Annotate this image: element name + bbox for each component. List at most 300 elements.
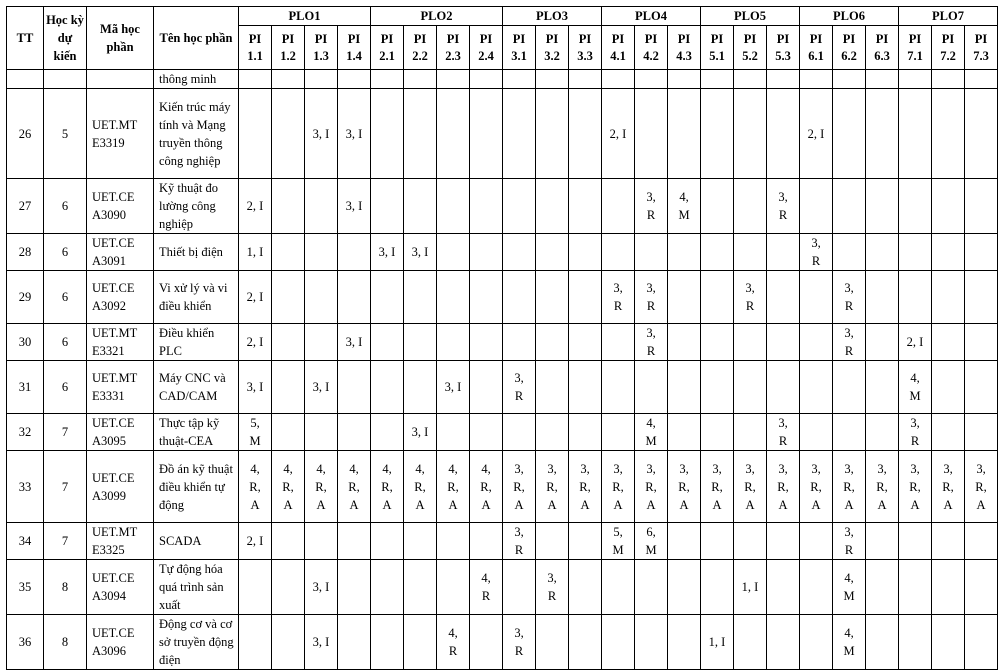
pi-cell: 3, I bbox=[338, 89, 371, 179]
pi-cell: 4, R bbox=[437, 615, 470, 670]
course-code: UET.CE A3094 bbox=[87, 560, 154, 615]
table-row bbox=[7, 615, 998, 670]
pi-cell bbox=[404, 179, 437, 234]
semester: 6 bbox=[44, 179, 87, 234]
pi-cell bbox=[932, 324, 965, 361]
pi-cell bbox=[668, 70, 701, 89]
header-plo: PLO1 bbox=[239, 7, 371, 26]
pi-cell bbox=[503, 234, 536, 271]
row-number: 36 bbox=[7, 615, 44, 670]
course-name: Máy CNC và CAD/CAM bbox=[154, 361, 239, 414]
pi-cell bbox=[305, 324, 338, 361]
pi-cell bbox=[239, 560, 272, 615]
header-pi: PI 3.3 bbox=[569, 26, 602, 70]
pi-cell bbox=[635, 234, 668, 271]
pi-cell: 4, R, A bbox=[338, 451, 371, 523]
course-code: UET.CE A3099 bbox=[87, 451, 154, 523]
pi-cell bbox=[701, 361, 734, 414]
pi-cell: 3, R, A bbox=[899, 451, 932, 523]
header-plo: PLO5 bbox=[701, 7, 800, 26]
pi-cell bbox=[932, 560, 965, 615]
pi-cell bbox=[371, 615, 404, 670]
course-name: Điều khiển PLC bbox=[154, 324, 239, 361]
course-code: UET.CE A3090 bbox=[87, 179, 154, 234]
pi-cell bbox=[701, 234, 734, 271]
pi-cell bbox=[833, 234, 866, 271]
pi-cell: 4, M bbox=[668, 179, 701, 234]
semester: 6 bbox=[44, 324, 87, 361]
header-pi: PI 2.4 bbox=[470, 26, 503, 70]
pi-cell bbox=[569, 615, 602, 670]
pi-cell bbox=[734, 523, 767, 560]
pi-cell: 2, I bbox=[239, 523, 272, 560]
pi-cell bbox=[470, 324, 503, 361]
pi-cell bbox=[668, 271, 701, 324]
pi-cell bbox=[701, 271, 734, 324]
pi-cell bbox=[767, 560, 800, 615]
pi-cell bbox=[437, 324, 470, 361]
pi-cell: 3, R, A bbox=[503, 451, 536, 523]
pi-cell bbox=[305, 234, 338, 271]
pi-cell bbox=[701, 523, 734, 560]
pi-cell bbox=[866, 234, 899, 271]
pi-cell bbox=[866, 179, 899, 234]
header-pi: PI 1.2 bbox=[272, 26, 305, 70]
pi-cell bbox=[965, 414, 998, 451]
pi-cell bbox=[404, 615, 437, 670]
pi-cell: 4, R, A bbox=[470, 451, 503, 523]
pi-cell bbox=[668, 523, 701, 560]
pi-cell bbox=[734, 89, 767, 179]
pi-cell bbox=[668, 560, 701, 615]
pi-cell bbox=[932, 523, 965, 560]
course-name: Kiến trúc máy tính và Mạng truyền thông công nghiệp bbox=[154, 89, 239, 179]
pi-cell bbox=[635, 615, 668, 670]
pi-cell bbox=[899, 523, 932, 560]
pi-cell: 3, I bbox=[239, 361, 272, 414]
header-pi: PI 4.2 bbox=[635, 26, 668, 70]
pi-cell bbox=[272, 179, 305, 234]
pi-cell: 3, R, A bbox=[767, 451, 800, 523]
pi-cell: 1, I bbox=[701, 615, 734, 670]
pi-cell bbox=[602, 361, 635, 414]
pi-cell: 3, R bbox=[734, 271, 767, 324]
pi-cell: 2, I bbox=[800, 89, 833, 179]
pi-cell: 3, I bbox=[404, 414, 437, 451]
pi-cell: 6, M bbox=[635, 523, 668, 560]
header-pi: PI 3.1 bbox=[503, 26, 536, 70]
pi-cell bbox=[866, 70, 899, 89]
pi-cell bbox=[899, 89, 932, 179]
table-row bbox=[7, 523, 998, 560]
table-row bbox=[7, 324, 998, 361]
pi-cell: 3, R, A bbox=[734, 451, 767, 523]
pi-cell bbox=[866, 271, 899, 324]
pi-cell bbox=[371, 70, 404, 89]
pi-cell bbox=[965, 324, 998, 361]
pi-cell bbox=[965, 361, 998, 414]
pi-cell bbox=[437, 271, 470, 324]
pi-cell bbox=[272, 234, 305, 271]
pi-cell bbox=[503, 560, 536, 615]
pi-cell bbox=[503, 179, 536, 234]
course-code: UET.MT E3321 bbox=[87, 324, 154, 361]
pi-cell: 3, R bbox=[602, 271, 635, 324]
pi-cell bbox=[965, 89, 998, 179]
header-pi: PI 1.4 bbox=[338, 26, 371, 70]
pi-cell bbox=[536, 414, 569, 451]
pi-cell bbox=[701, 179, 734, 234]
pi-cell bbox=[371, 179, 404, 234]
pi-cell bbox=[371, 523, 404, 560]
pi-cell bbox=[536, 361, 569, 414]
pi-cell bbox=[734, 615, 767, 670]
pi-cell: 3, R, A bbox=[569, 451, 602, 523]
pi-cell bbox=[899, 179, 932, 234]
header-tt: TT bbox=[7, 7, 44, 70]
pi-cell bbox=[338, 615, 371, 670]
pi-cell bbox=[800, 560, 833, 615]
course-name: Đồ án kỹ thuật điều khiển tự động bbox=[154, 451, 239, 523]
course-name: Động cơ và cơ sở truyền động điện bbox=[154, 615, 239, 670]
pi-cell bbox=[932, 179, 965, 234]
pi-cell bbox=[701, 89, 734, 179]
pi-cell bbox=[701, 324, 734, 361]
pi-cell bbox=[767, 523, 800, 560]
pi-cell: 3, R, A bbox=[932, 451, 965, 523]
pi-cell: 4, M bbox=[833, 560, 866, 615]
pi-cell bbox=[536, 179, 569, 234]
pi-cell bbox=[569, 179, 602, 234]
pi-cell bbox=[338, 234, 371, 271]
pi-cell: 3, R bbox=[899, 414, 932, 451]
pi-cell bbox=[635, 70, 668, 89]
pi-cell: 4, R, A bbox=[305, 451, 338, 523]
pi-cell bbox=[833, 361, 866, 414]
pi-cell: 3, R bbox=[800, 234, 833, 271]
pi-cell bbox=[569, 89, 602, 179]
pi-cell: 3, R, A bbox=[800, 451, 833, 523]
pi-cell bbox=[305, 523, 338, 560]
pi-cell bbox=[833, 414, 866, 451]
pi-cell bbox=[305, 414, 338, 451]
row-number bbox=[7, 70, 44, 89]
pi-cell bbox=[404, 271, 437, 324]
header-pi: PI 7.1 bbox=[899, 26, 932, 70]
pi-cell bbox=[932, 70, 965, 89]
pi-cell bbox=[965, 523, 998, 560]
plo-mapping-table bbox=[6, 6, 998, 670]
pi-cell bbox=[404, 70, 437, 89]
course-code: UET.CE A3091 bbox=[87, 234, 154, 271]
pi-cell bbox=[800, 70, 833, 89]
pi-cell bbox=[800, 179, 833, 234]
pi-cell bbox=[338, 560, 371, 615]
header-pi: PI 6.1 bbox=[800, 26, 833, 70]
pi-cell bbox=[965, 234, 998, 271]
pi-cell bbox=[305, 70, 338, 89]
pi-cell bbox=[932, 89, 965, 179]
pi-cell bbox=[734, 179, 767, 234]
pi-cell bbox=[338, 271, 371, 324]
pi-cell bbox=[371, 414, 404, 451]
pi-cell bbox=[866, 414, 899, 451]
header-pi: PI 3.2 bbox=[536, 26, 569, 70]
pi-cell bbox=[272, 271, 305, 324]
pi-cell: 3, R, A bbox=[833, 451, 866, 523]
pi-cell bbox=[767, 70, 800, 89]
semester: 8 bbox=[44, 560, 87, 615]
pi-cell bbox=[833, 70, 866, 89]
pi-cell bbox=[536, 324, 569, 361]
header-pi: PI 7.3 bbox=[965, 26, 998, 70]
semester: 7 bbox=[44, 414, 87, 451]
pi-cell: 3, R, A bbox=[536, 451, 569, 523]
course-code: UET.CE A3095 bbox=[87, 414, 154, 451]
pi-cell: 2, I bbox=[899, 324, 932, 361]
header-plo: PLO3 bbox=[503, 7, 602, 26]
header-plo: PLO4 bbox=[602, 7, 701, 26]
pi-cell: 3, I bbox=[437, 361, 470, 414]
pi-cell bbox=[800, 615, 833, 670]
pi-cell bbox=[800, 523, 833, 560]
row-number: 26 bbox=[7, 89, 44, 179]
course-name: Thiết bị điện bbox=[154, 234, 239, 271]
header-plo: PLO7 bbox=[899, 7, 998, 26]
pi-cell bbox=[470, 89, 503, 179]
semester: 6 bbox=[44, 271, 87, 324]
pi-cell bbox=[800, 414, 833, 451]
course-code: UET.MT E3331 bbox=[87, 361, 154, 414]
pi-cell bbox=[602, 70, 635, 89]
pi-cell: 3, R, A bbox=[701, 451, 734, 523]
pi-cell: 4, M bbox=[635, 414, 668, 451]
pi-cell bbox=[866, 361, 899, 414]
row-number: 29 bbox=[7, 271, 44, 324]
table-row bbox=[7, 70, 998, 89]
header-pi: PI 5.1 bbox=[701, 26, 734, 70]
pi-cell bbox=[569, 361, 602, 414]
pi-cell bbox=[437, 89, 470, 179]
pi-cell: 2, I bbox=[602, 89, 635, 179]
semester: 5 bbox=[44, 89, 87, 179]
pi-cell bbox=[965, 271, 998, 324]
pi-cell bbox=[503, 271, 536, 324]
pi-cell bbox=[371, 324, 404, 361]
pi-cell: 3, R bbox=[503, 361, 536, 414]
row-number: 32 bbox=[7, 414, 44, 451]
pi-cell bbox=[404, 324, 437, 361]
pi-cell: 4, R, A bbox=[404, 451, 437, 523]
header-pi: PI 2.2 bbox=[404, 26, 437, 70]
pi-cell: 3, R bbox=[635, 179, 668, 234]
pi-cell bbox=[767, 361, 800, 414]
pi-cell bbox=[965, 70, 998, 89]
pi-cell: 5, M bbox=[602, 523, 635, 560]
pi-cell: 3, R bbox=[833, 324, 866, 361]
pi-cell bbox=[734, 361, 767, 414]
pi-cell: 3, I bbox=[305, 89, 338, 179]
pi-cell bbox=[272, 89, 305, 179]
semester: 6 bbox=[44, 361, 87, 414]
pi-cell bbox=[239, 615, 272, 670]
pi-cell: 3, R, A bbox=[668, 451, 701, 523]
pi-cell bbox=[866, 89, 899, 179]
header-plo: PLO2 bbox=[371, 7, 503, 26]
pi-cell bbox=[338, 361, 371, 414]
pi-cell bbox=[305, 179, 338, 234]
pi-cell bbox=[899, 234, 932, 271]
pi-cell bbox=[833, 179, 866, 234]
pi-cell: 4, R, A bbox=[239, 451, 272, 523]
pi-cell bbox=[932, 361, 965, 414]
row-number: 31 bbox=[7, 361, 44, 414]
course-name: SCADA bbox=[154, 523, 239, 560]
pi-cell: 3, I bbox=[338, 179, 371, 234]
pi-cell bbox=[701, 560, 734, 615]
pi-cell bbox=[470, 523, 503, 560]
course-name: Tự động hóa quá trình sản xuất bbox=[154, 560, 239, 615]
pi-cell bbox=[899, 271, 932, 324]
pi-cell: 3, R bbox=[767, 414, 800, 451]
pi-cell bbox=[602, 414, 635, 451]
pi-cell bbox=[899, 560, 932, 615]
pi-cell bbox=[800, 271, 833, 324]
pi-cell: 3, I bbox=[305, 615, 338, 670]
pi-cell bbox=[635, 361, 668, 414]
pi-cell bbox=[272, 560, 305, 615]
pi-cell bbox=[272, 70, 305, 89]
pi-cell bbox=[767, 271, 800, 324]
pi-cell bbox=[470, 414, 503, 451]
pi-cell bbox=[932, 271, 965, 324]
header-name: Tên học phần bbox=[154, 7, 239, 70]
pi-cell bbox=[239, 70, 272, 89]
pi-cell bbox=[668, 615, 701, 670]
header-pi: PI 4.3 bbox=[668, 26, 701, 70]
pi-cell bbox=[404, 560, 437, 615]
pi-cell: 4, M bbox=[899, 361, 932, 414]
pi-cell bbox=[734, 234, 767, 271]
pi-cell bbox=[800, 324, 833, 361]
row-number: 30 bbox=[7, 324, 44, 361]
pi-cell bbox=[536, 234, 569, 271]
pi-cell bbox=[833, 89, 866, 179]
table-row bbox=[7, 361, 998, 414]
pi-cell bbox=[767, 615, 800, 670]
pi-cell bbox=[437, 414, 470, 451]
pi-cell bbox=[536, 615, 569, 670]
pi-cell bbox=[734, 324, 767, 361]
course-code bbox=[87, 70, 154, 89]
pi-cell bbox=[932, 234, 965, 271]
course-code: UET.MT E3319 bbox=[87, 89, 154, 179]
course-code: UET.CE A3096 bbox=[87, 615, 154, 670]
pi-cell bbox=[602, 234, 635, 271]
pi-cell bbox=[272, 523, 305, 560]
pi-cell: 3, R bbox=[503, 615, 536, 670]
pi-cell bbox=[503, 70, 536, 89]
pi-cell bbox=[602, 560, 635, 615]
table-row bbox=[7, 234, 998, 271]
pi-cell bbox=[569, 523, 602, 560]
pi-cell bbox=[470, 615, 503, 670]
pi-cell: 5, M bbox=[239, 414, 272, 451]
pi-cell bbox=[371, 271, 404, 324]
pi-cell bbox=[470, 70, 503, 89]
pi-cell bbox=[602, 615, 635, 670]
semester bbox=[44, 70, 87, 89]
header-pi: PI 6.2 bbox=[833, 26, 866, 70]
pi-cell bbox=[569, 414, 602, 451]
header-pi: PI 5.3 bbox=[767, 26, 800, 70]
course-name: thông minh bbox=[154, 70, 239, 89]
pi-cell bbox=[503, 414, 536, 451]
pi-cell bbox=[866, 560, 899, 615]
pi-cell: 3, R bbox=[767, 179, 800, 234]
pi-cell: 3, I bbox=[338, 324, 371, 361]
header-pi: PI 1.3 bbox=[305, 26, 338, 70]
pi-cell: 3, R bbox=[833, 271, 866, 324]
pi-cell: 1, I bbox=[734, 560, 767, 615]
pi-cell bbox=[470, 361, 503, 414]
course-code: UET.CE A3092 bbox=[87, 271, 154, 324]
pi-cell bbox=[272, 414, 305, 451]
pi-cell bbox=[734, 414, 767, 451]
pi-cell bbox=[965, 179, 998, 234]
pi-cell bbox=[239, 89, 272, 179]
pi-cell bbox=[437, 560, 470, 615]
semester: 6 bbox=[44, 234, 87, 271]
course-name: Vi xử lý và vi điều khiển bbox=[154, 271, 239, 324]
pi-cell bbox=[635, 89, 668, 179]
pi-cell bbox=[569, 234, 602, 271]
pi-cell bbox=[668, 361, 701, 414]
pi-cell bbox=[503, 89, 536, 179]
pi-cell bbox=[272, 361, 305, 414]
pi-cell bbox=[470, 179, 503, 234]
pi-cell: 2, I bbox=[239, 271, 272, 324]
header-pi: PI 4.1 bbox=[602, 26, 635, 70]
header-code: Mã học phần bbox=[87, 7, 154, 70]
header-pi: PI 7.2 bbox=[932, 26, 965, 70]
pi-cell: 3, I bbox=[305, 361, 338, 414]
table-row bbox=[7, 89, 998, 179]
pi-cell bbox=[668, 414, 701, 451]
semester: 7 bbox=[44, 523, 87, 560]
pi-cell: 3, R, A bbox=[866, 451, 899, 523]
pi-cell: 4, R bbox=[470, 560, 503, 615]
pi-cell: 3, R bbox=[536, 560, 569, 615]
pi-cell: 1, I bbox=[239, 234, 272, 271]
pi-cell bbox=[470, 234, 503, 271]
pi-cell: 3, I bbox=[404, 234, 437, 271]
pi-cell bbox=[668, 234, 701, 271]
pi-cell bbox=[503, 324, 536, 361]
pi-cell bbox=[767, 234, 800, 271]
pi-cell bbox=[965, 615, 998, 670]
pi-cell bbox=[701, 70, 734, 89]
pi-cell bbox=[536, 271, 569, 324]
pi-cell bbox=[569, 271, 602, 324]
pi-cell bbox=[404, 361, 437, 414]
header-plo: PLO6 bbox=[800, 7, 899, 26]
semester: 7 bbox=[44, 451, 87, 523]
pi-cell: 2, I bbox=[239, 179, 272, 234]
pi-cell: 3, R, A bbox=[965, 451, 998, 523]
semester: 8 bbox=[44, 615, 87, 670]
pi-cell bbox=[437, 70, 470, 89]
